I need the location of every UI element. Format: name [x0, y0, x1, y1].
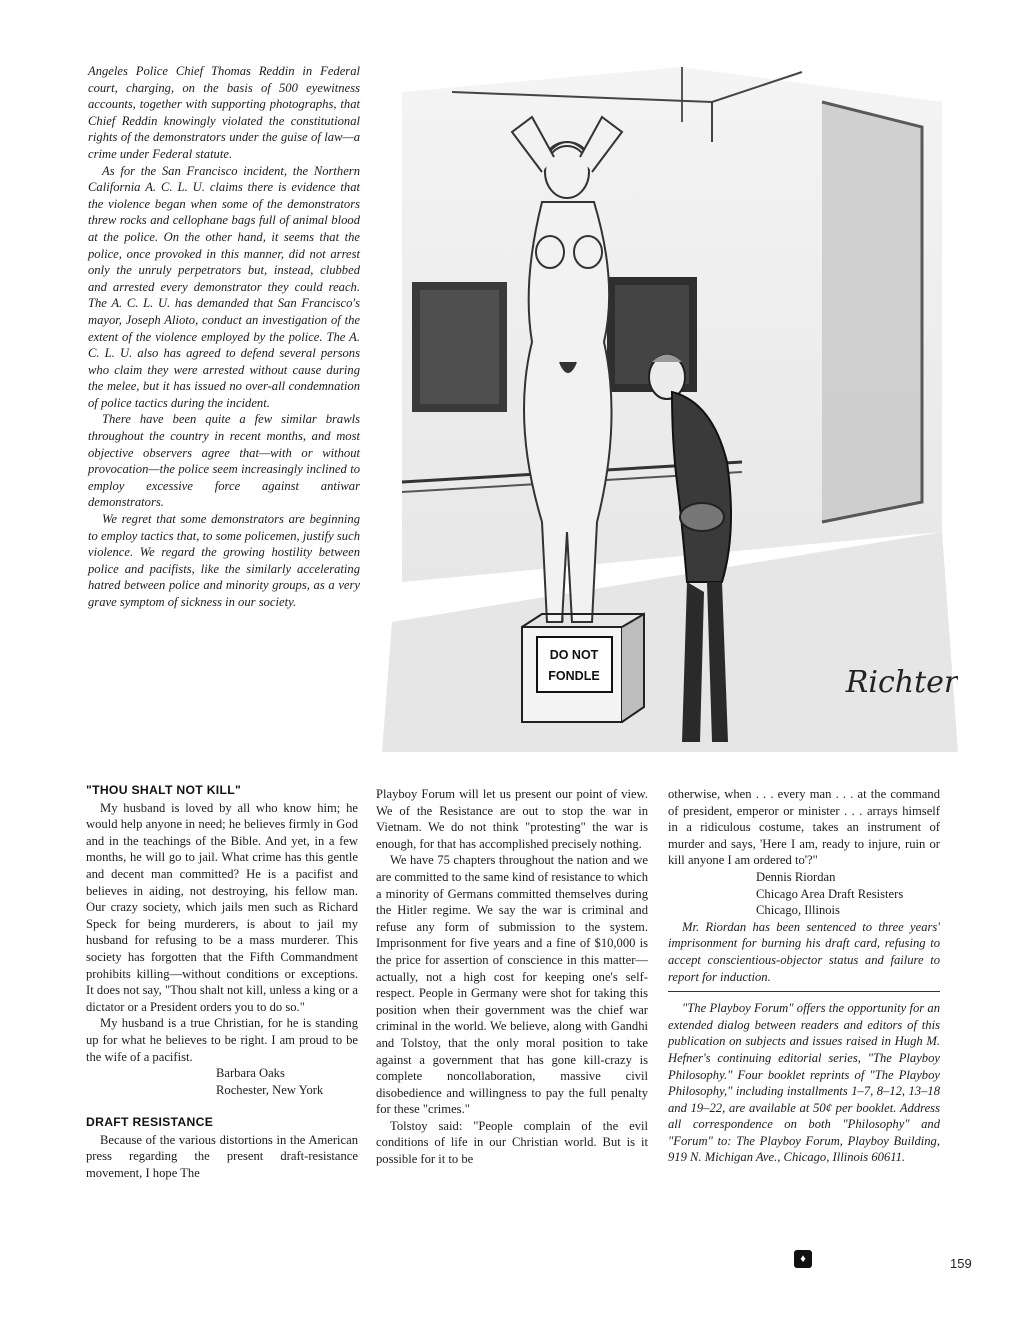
- editor-note: Mr. Riordan has been sentenced to three years' imprisonment for burning his draft card, refusing to accept conscientious-objector status and failure to report for induction.: [668, 919, 940, 984]
- signature-place: Rochester, New York: [216, 1082, 324, 1097]
- cartoon-illustration: [382, 62, 958, 752]
- letter-paragraph: Playboy Forum will let us present our point of view. We of the Resistance are out to stop the war in Vietnam. We do not think "protesting" the war is enough, for that has accomplished precisely nothing.: [376, 787, 648, 851]
- signature-name: Barbara Oaks: [216, 1066, 285, 1081]
- page-number: 159: [950, 1256, 972, 1271]
- signature-org: Chicago Area Draft Resisters: [756, 886, 904, 901]
- letter-paragraph: Because of the various distortions in the American press regarding the present draft-resistance movement, I hope The: [86, 1132, 358, 1181]
- signature-name: Dennis Riordan: [756, 869, 836, 884]
- editorial-paragraph: There have been quite a few similar brawls throughout the country in recent months, and most objective observers agree that—with or without provocation—the police seem increasingly inclined to employ excessive force against antiwar demonstrators.: [88, 412, 360, 510]
- divider: [668, 991, 940, 992]
- letter-paragraph: My husband is a true Christian, for he is standing up for what he believes to be right. I am proud to be the wife of a pacifist.: [86, 1016, 358, 1064]
- letter-paragraph: My husband is loved by all who know him; he would help anyone in need; he believes firmly in God and in the teachings of the Bible. And yet, in a few months, he will go to jail. What crime has this gentle and decent man committed? He is a pacifist and believes in aiding, not destroying, his fellow man. Our crazy society, which jails men such as Richard Speck for being murderers, is about to jail my husband for refusing to be a mass murderer. This society has forgotten that the Fifth Commandment prohibits killing—without conditions or exceptions. It does not say, "Thou shalt not kill, unless a king or a dictator or a President orders you to do so.": [86, 800, 358, 1014]
- forum-note: "The Playboy Forum" offers the opportunity for an extended dialog between readers and editors of this publication on subjects and issues raised in Hugh M. Hefner's continuing editorial series, "The Playboy Philosophy." Four booklet reprints of "The Playboy Philosophy," including installments 1–7, 8–12, 13–18 and 19–22, are available at 50¢ per booklet. Address all correspondence on both "Philosophy" and "Forum" to: The Playboy Forum, Playboy Building, 919 N. Michigan Ave., Chicago, Illinois 60611.: [668, 1001, 940, 1165]
- column-3: [668, 786, 940, 1166]
- column-2: [376, 786, 648, 1168]
- editorial-paragraph: As for the San Francisco incident, the Northern California A. C. L. U. claims there is evidence that the violence began when some of the demonstrators threw rocks and cellophane bags full of animal blood at the police. On the other hand, it seems that the police, once provoked in this manner, did not arrest only the unruly perpetrators but, instead, clubbed and arrested every demonstrator they could reach. The A. C. L. U. has demanded that San Francisco's mayor, Joseph Alioto, conduct an investigation of the extent of the violence employed by the police. The A. C. L. U. also has agreed to defend several persons who claim they were arrested without cause during the melee, but it has issued no over-all condemnation of police tactics during the incident.: [88, 163, 360, 410]
- editorial-reply: [88, 63, 360, 611]
- letter-paragraph: We have 75 chapters throughout the nation and we are committed to the same kind of resistance to which a minority of Germans committed themselves during the Hitler regime. We say the war is criminal and refuse any form of submission to the system. Imprisonment for five years and a fine of $10,000 is the price for assertion of conscience in this matter—actually, not a high cost for keeping one's self-respect. People in Germany were shot for taking this position when their government was the chief war criminal in the world. We believe, along with Gandhi and Tolstoy, that the only moral position to take against a government that has gone kill-crazy is complete noncollaboration, massive civil disobedience and willingness to pay the full penalty for these "crimes.": [376, 853, 648, 1117]
- artist-signature: Richter: [845, 665, 958, 700]
- editorial-paragraph: We regret that some demonstrators are beginning to employ tactics that, to some policemen, justify such violence. We regard the growing hostility between police and pacifists, like the similarly accelerating hatred between police and minority groups, as a very grave symptom of sickness in our society.: [88, 512, 360, 609]
- letter-heading: DRAFT RESISTANCE: [86, 1115, 214, 1130]
- painting-left: [412, 282, 507, 412]
- signature-place: Chicago, Illinois: [756, 903, 840, 918]
- sign-line-2: FONDLE: [548, 669, 600, 683]
- letter-heading: "THOU SHALT NOT KILL": [86, 783, 242, 797]
- column-1: [86, 782, 358, 1182]
- letter-paragraph: otherwise, when . . . every man . . . at the command of president, emperor or minister . . . arrays himself in a ridiculous costume, takes an instrument of murder and says, 'Here I am, ready to injure, ruin or kill anyone I am ordered to'?": [668, 787, 940, 868]
- sign-line-1: DO NOT: [549, 648, 599, 662]
- letter-paragraph: Tolstoy said: "People complain of the evil conditions of life in our Christian world. But is it possible for it to be: [376, 1118, 648, 1167]
- rabbit-logo-icon: ♦: [794, 1250, 812, 1268]
- editorial-paragraph: Angeles Police Chief Thomas Reddin in Federal court, charging, on the basis of 500 eyewitness accounts, together with supporting photographs, that Chief Reddin knowingly violated the constitutional rights of the demonstrators under the guise of law—a crime under Federal statute.: [88, 64, 360, 161]
- pedestal: [522, 614, 644, 722]
